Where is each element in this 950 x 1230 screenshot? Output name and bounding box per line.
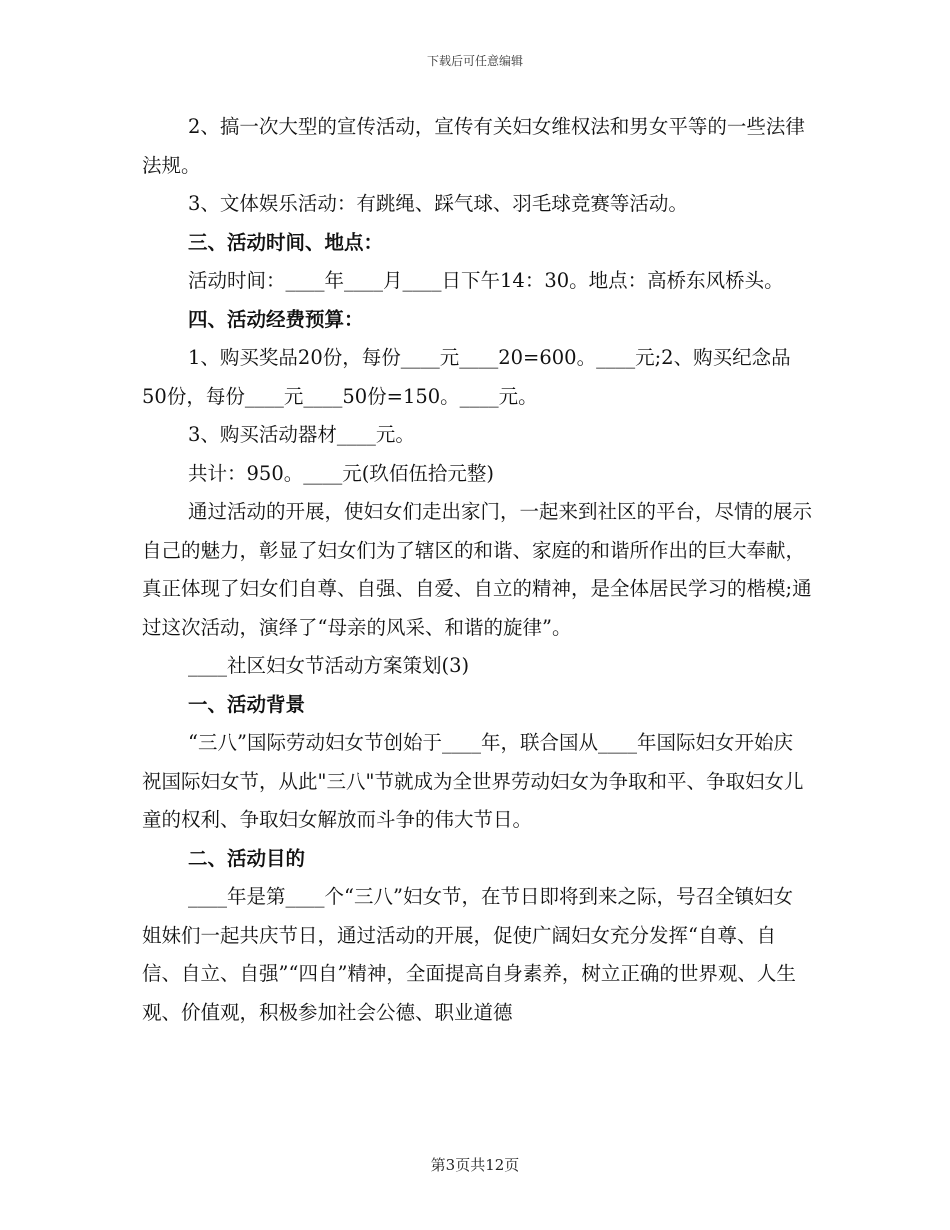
paragraph-item-3: 3、文体娱乐活动：有跳绳、踩气球、羽毛球竞赛等活动。 <box>188 192 688 215</box>
section-heading-budget: 四、活动经费预算： <box>188 307 364 331</box>
page-header: 下载后可任意编辑 <box>426 54 523 68</box>
paragraph-budget-total: 共计：950。____元(玖佰伍拾元整) <box>188 461 494 485</box>
paragraph-item-2: 2、搞一次大型的宣传活动，宣传有关妇女维权法和男女平等的一些法律法规。 <box>142 115 805 177</box>
paragraph-budget-3: 3、购买活动器材____元。 <box>188 423 415 446</box>
document-body <box>142 108 812 1032</box>
paragraph-time-place: 活动时间：____年____月____日下午14：30。地点：高桥东风桥头。 <box>188 269 784 292</box>
paragraph-plan-title: ____社区妇女节活动方案策划(3) <box>188 654 470 677</box>
paragraph-background: “三八”国际劳动妇女节创始于____年，联合国从____年国际妇女开始庆祝国际妇女节，从此"三八"节就成为全世界劳动妇女为争取和平、争取妇女儿童的权利、争取妇女解放而斗争的伟大节日。 <box>142 731 804 831</box>
section-heading-time-place: 三、活动时间、地点： <box>188 230 384 254</box>
paragraph-summary: 通过活动的开展，使妇女们走出家门，一起来到社区的平台，尽情的展示自己的魅力，彰显了妇女们为了辖区的和谐、家庭的和谐所作出的巨大奉献，真正体现了妇女们自尊、自强、自爱、自立的精神，是全体居民学习的楷模;通过这次活动，演绎了“母亲的风采、和谐的旋律”。 <box>142 500 813 639</box>
page-footer: 第3页共12页 <box>430 1156 520 1174</box>
paragraph-purpose: ____年是第____个“三八”妇女节，在节日即将到来之际，号召全镇妇女姐妹们一起共庆节日，通过活动的开展，促使广阔妇女充分发挥“自尊、自信、自立、自强”“四自”精神，全面提高自身素养，树立正确的世界观、人生观、价值观，积极参加社会公德、职业道德 <box>142 885 796 1024</box>
paragraph-budget-1: 1、购买奖品20份，每份____元____20=600。____元;2、购买纪念品50份，每份____元____50份=150。____元。 <box>142 346 791 408</box>
section-heading-background: 一、活动背景 <box>188 692 306 716</box>
section-heading-purpose: 二、活动目的 <box>188 846 306 870</box>
